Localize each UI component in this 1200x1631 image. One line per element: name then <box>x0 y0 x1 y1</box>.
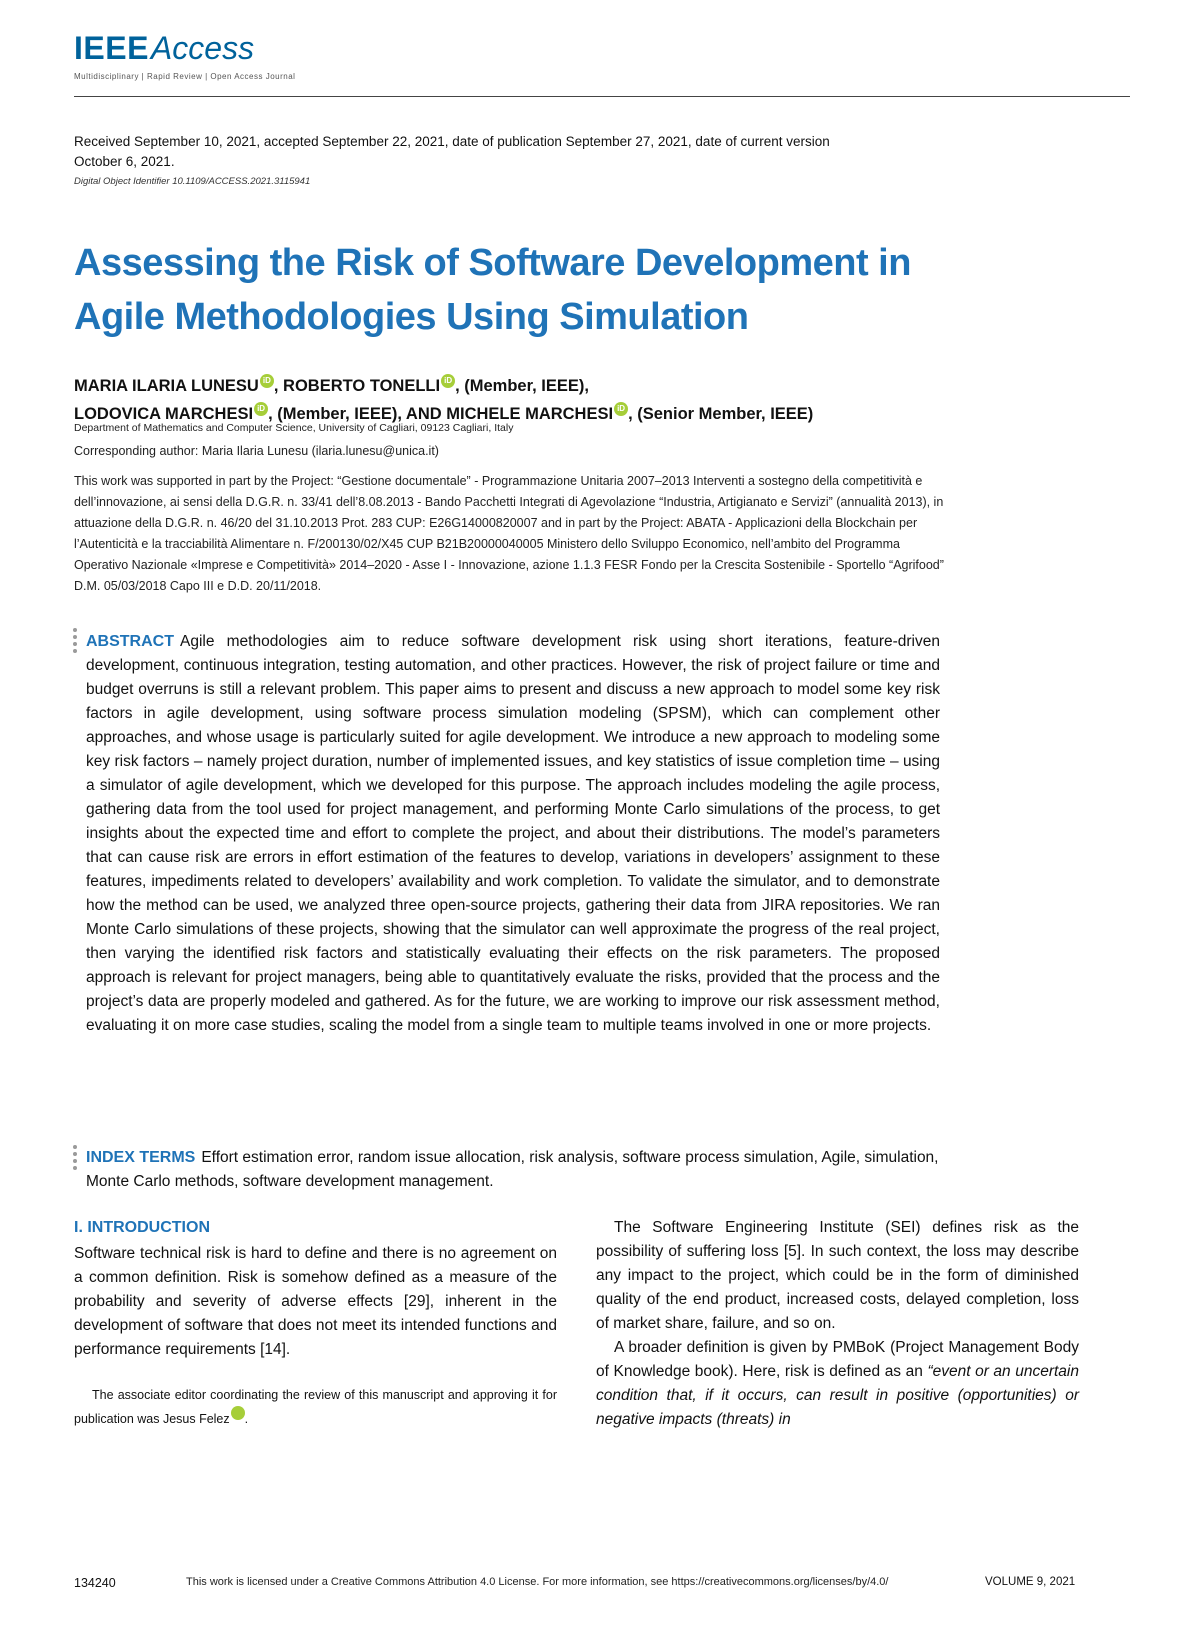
author-list <box>74 372 1074 428</box>
paragraph-text: A broader definition is given by PMBoK (Project Management Body of Knowledge book). Here, risk is defined as an <box>596 1339 1079 1380</box>
body-paragraph: Software technical risk is hard to define and there is no agreement on a common definition. Risk is somehow defined as a measure of the probability and severity of adverse effects [29], inherent in the development of software that does not meet its intended functions and performance requirements [14]. <box>74 1245 557 1358</box>
right-column <box>596 1216 1079 1432</box>
footnote-end: . <box>244 1412 249 1426</box>
author-name: , (Member, IEEE), AND MICHELE MARCHESI <box>268 405 614 423</box>
author-membership: , (Member, IEEE), <box>455 377 589 395</box>
body-paragraph <box>596 1336 1079 1432</box>
abstract <box>86 630 940 1038</box>
left-column <box>74 1216 557 1430</box>
funding-statement: This work was supported in part by the Project: “Gestione documentale” - Programmazione Unitaria 2007–2013 Interventi a sostegno della competitività e dell’innovazione, ai sensi della D.G.R. n. 33/41 dell’8.08.2013 - Bando Pacchetti Integrati di Agevolazione “Industria, Artigianato e Servizi” (annualità 2013), in attuazione della D.G.R. n. 46/20 del 31.10.2013 Prot. 283 CUP: E26G14000820007 and in part by the Project: ABATA - Applicazioni della Blockchain per l’Autenticità e la tracciabilità Alimentare n. F/200130/02/X45 CUP B21B20000040005 Ministero dello Sviluppo Economico, nell’ambito del Programma Operativo Nazionale «Imprese e Competitività» 2014–2020 - Asse I - Innovazione, azione 1.1.3 FESR Fondo per la Crescita Sostenibile - Sportello “Agrifood” D.M. 05/03/2018 Capo III e D.D. 20/11/2018. <box>74 474 944 593</box>
author-name: MARIA ILARIA LUNESU <box>74 377 259 395</box>
orcid-icon[interactable]: iD <box>231 1406 245 1420</box>
journal-tagline: Multidisciplinary | Rapid Review | Open Access Journal <box>74 72 296 81</box>
orcid-icon[interactable]: iD <box>260 374 274 388</box>
corresponding-author: Corresponding author: Maria Ilaria Lunesu (ilaria.lunesu@unica.it) <box>74 444 439 458</box>
abstract-label: ABSTRACT <box>86 633 174 650</box>
doi: Digital Object Identifier 10.1109/ACCESS.2021.3115941 <box>74 176 311 187</box>
index-terms-text: Effort estimation error, random issue allocation, risk analysis, software process simulation, Agile, simulation, Monte Carlo methods, software development management. <box>86 1149 939 1190</box>
grip-icon <box>73 1145 79 1173</box>
grip-icon <box>73 628 79 656</box>
orcid-icon[interactable]: iD <box>254 402 268 416</box>
author-membership: , (Senior Member, IEEE) <box>628 405 814 423</box>
index-terms-label: INDEX TERMS <box>86 1149 196 1166</box>
paper-title: Assessing the Risk of Software Development in Agile Methodologies Using Simulation <box>74 242 911 338</box>
page-number: 134240 <box>74 1576 116 1590</box>
author-name: LODOVICA MARCHESI <box>74 405 254 423</box>
license-notice[interactable]: This work is licensed under a Creative Commons Attribution 4.0 License. For more information, see https://creativecommons.org/licenses/by/4.0/ <box>186 1576 889 1588</box>
volume-info: VOLUME 9, 2021 <box>985 1576 1076 1588</box>
logo-access: Access <box>150 30 255 66</box>
orcid-icon[interactable]: iD <box>614 402 628 416</box>
editor-footnote <box>74 1384 557 1430</box>
footnote-text: The associate editor coordinating the review of this manuscript and approving it for publication was Jesus Felez <box>74 1388 557 1426</box>
body-paragraph: The Software Engineering Institute (SEI) defines risk as the possibility of suffering loss [5]. In such context, the loss may describe any impact to the project, which could be in the form of diminished quality of the end product, increased costs, delayed completion, loss of market share, failure, and so on. <box>596 1219 1079 1332</box>
orcid-icon[interactable]: iD <box>441 374 455 388</box>
publication-dates: Received September 10, 2021, accepted September 22, 2021, date of publication September 27, 2021, date of current version October 6, 2021. <box>74 134 830 169</box>
header-divider <box>74 96 1130 97</box>
section-heading: I. INTRODUCTION <box>74 1219 210 1236</box>
affiliation: Department of Mathematics and Computer Science, University of Cagliari, 09123 Cagliari, Italy <box>74 422 514 434</box>
author-name: , ROBERTO TONELLI <box>273 377 441 395</box>
logo-ieee: IEEE <box>74 30 149 66</box>
abstract-text: Agile methodologies aim to reduce software development risk using short iterations, feature-driven development, continuous integration, testing automation, and other practices. However, the risk of project failure or time and budget overruns is still a relevant problem. This paper aims to present and discuss a new approach to model some key risk factors in agile development, using software process simulation modeling (SPSM), which can complement other approaches, and whose usage is particularly suited for agile development. We introduce a new approach to modeling some key risk factors – namely project duration, number of implemented issues, and key statistics of issue completion time – using a simulator of agile development, which we developed for this purpose. The approach includes modeling the agile process, gathering data from the tool used for project management, and performing Monte Carlo simulations of the process, to get insights about the expected time and effort to complete the project, and about their distributions. The model’s parameters that can cause risk are errors in effort estimation of the features to develop, variations in developers’ assignment to these features, impediments related to developers’ availability and work completion. To validate the simulator, and to demonstrate how the method can be used, we analyzed three open-source projects, gathering their data from JIRA repositories. We ran Monte Carlo simulations of these projects, showing that the simulator can well approximate the progress of the real project, then varying the identified risk factors and statistically evaluating their effects on the risk parameters. The proposed approach is relevant for project managers, being able to quantitatively evaluate the risks, provided that the process and the project’s data are properly modeled and gathered. As for the future, we are working to improve our risk assessment method, evaluating it on more case studies, scaling the model from a single team to multiple teams involved in one or more projects. <box>86 633 940 1034</box>
index-terms <box>86 1146 946 1194</box>
quoted-definition: “event or an uncertain condition that, if it occurs, can result in positive (opportunities) or negative impacts (threats) in <box>596 1363 1079 1428</box>
journal-logo <box>74 30 254 67</box>
